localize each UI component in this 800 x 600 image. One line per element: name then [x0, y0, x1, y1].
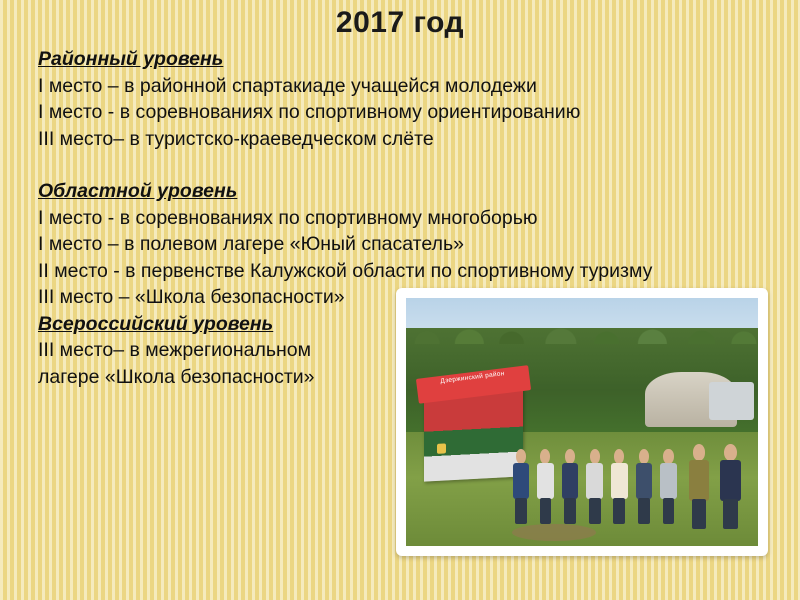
achievement-line: I место – в районной спартакиаде учащейся молодежи [38, 74, 537, 97]
photo-person-torso [636, 463, 652, 499]
achievement-line: I место - в соревнованиях по спортивному ориентированию [38, 101, 581, 123]
photo-person-torso [611, 463, 627, 499]
photo-person [719, 444, 742, 528]
section-heading-district: Районный уровень [38, 48, 224, 70]
photo-person-legs [723, 499, 738, 529]
photo-dirt-patch [512, 524, 596, 541]
photo-banner-text: Дзержинский район [439, 370, 505, 386]
achievement-line: II место - в первенстве Калужской области по спортивному туризму [38, 259, 653, 282]
achievement-line: I место – в полевом лагере «Юный спасатель» [38, 233, 464, 255]
section-heading-national: Всероссийский уровень [38, 312, 274, 335]
photo-person [586, 449, 604, 523]
photo-person-legs [638, 498, 650, 524]
photo-vehicle [709, 382, 755, 419]
photo-person-head [590, 449, 600, 464]
photo-person-torso [660, 463, 676, 499]
slide-photo [406, 298, 758, 546]
photo-person-torso [537, 463, 553, 499]
photo-person-torso [689, 460, 710, 500]
photo-person-torso [562, 463, 578, 499]
achievement-line: III место– в межрегиональном [38, 339, 312, 361]
photo-person [536, 449, 554, 523]
photo-person-head [693, 444, 706, 461]
photo-person [512, 449, 530, 523]
photo-person-legs [564, 498, 576, 524]
photo-person-torso [720, 460, 741, 500]
photo-person-torso [513, 463, 529, 499]
photo-person [610, 449, 628, 523]
page-title: 2017 год [335, 6, 465, 39]
photo-person-head [516, 449, 526, 464]
photo-flag-emblem [436, 443, 445, 454]
achievement-line: III место– в туристско-краеведческом слёте [38, 127, 434, 150]
photo-person [659, 449, 677, 523]
photo-person-head [724, 444, 737, 461]
photo-person-legs [663, 498, 675, 524]
photo-person-legs [540, 498, 552, 524]
achievement-line: I место - в соревнованиях по спортивному многоборью [38, 206, 538, 229]
photo-person-legs [589, 498, 601, 524]
photo-person-torso [586, 463, 602, 499]
achievement-line: лагере «Школа безопасности» [38, 365, 315, 388]
photo-person [561, 449, 579, 523]
photo-person-head [663, 449, 673, 464]
photo-flag [424, 387, 523, 481]
photo-person [688, 444, 711, 528]
photo-person [635, 449, 653, 523]
line-spacer [38, 152, 768, 178]
photo-person-head [540, 449, 550, 464]
photo-frame [396, 288, 768, 556]
photo-person-head [639, 449, 649, 464]
photo-person-legs [613, 498, 625, 524]
photo-person-head [565, 449, 575, 464]
photo-person-legs [692, 499, 707, 529]
section-heading-regional: Областной уровень [38, 180, 238, 202]
achievement-line: III место – «Школа безопасности» [38, 286, 345, 308]
photo-person-legs [515, 498, 527, 524]
photo-person-head [614, 449, 624, 464]
